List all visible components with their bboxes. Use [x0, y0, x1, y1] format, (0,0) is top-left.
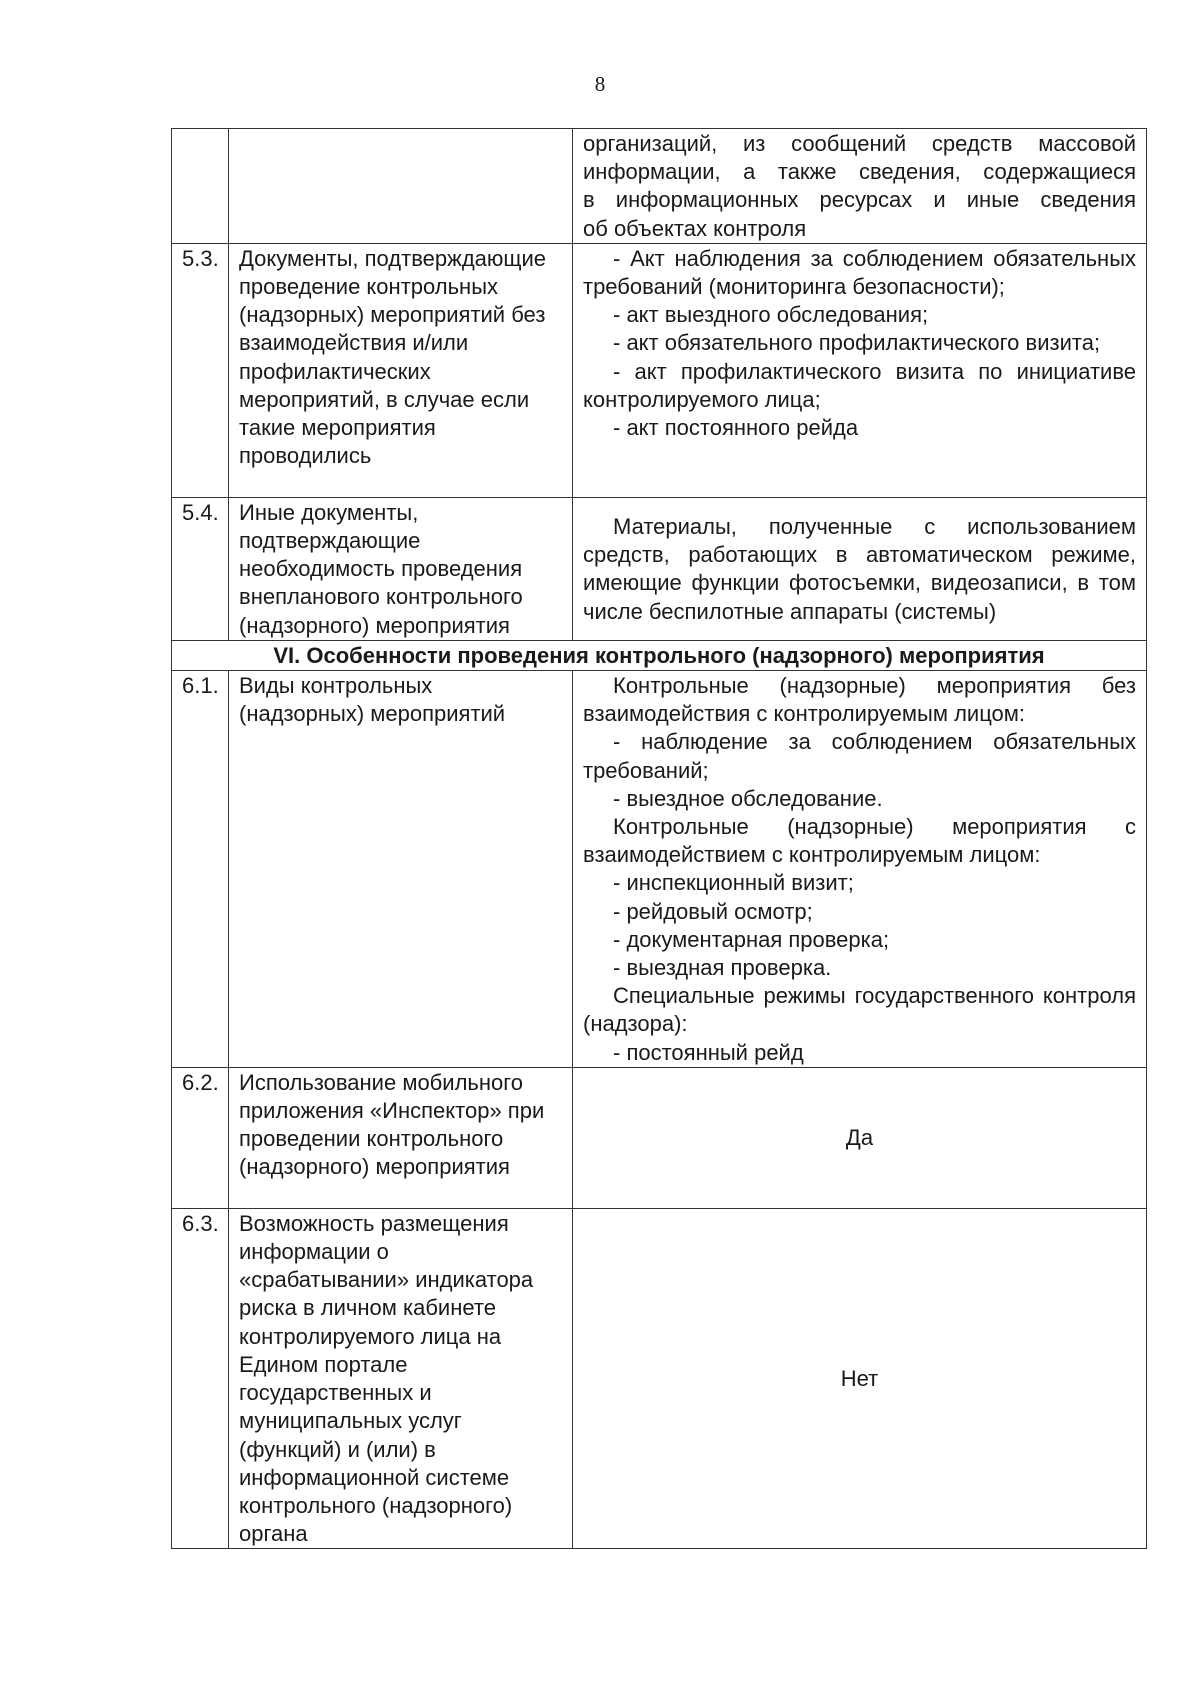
list-item: - выездная проверка. [613, 955, 832, 981]
row-number: 6.2. [172, 1067, 229, 1208]
row-name: Иные документы, подтверждающие необходимость проведения внепланового контрольного (надзорного) мероприятия [229, 497, 573, 640]
row-name: Возможность размещения информации о «срабатывании» индикатора риска в личном кабинете контролируемого лица на Едином портале государственных и муниципальных услуг (функций) и (или) в информационной системе контрольного (надзорного) органа [229, 1208, 573, 1548]
value-cell [573, 129, 1147, 244]
list-item: - постоянный рейд [613, 1039, 804, 1065]
row-value: Нет [573, 1208, 1147, 1548]
row-value [573, 671, 1147, 1068]
table-row-continuation [172, 129, 1147, 244]
regulation-table [171, 128, 1147, 1549]
row-name: Документы, подтверждающие проведение контрольных (надзорных) мероприятий без взаимодействия и/или профилактических мероприятий, в случае если такие мероприятия проводились [229, 243, 573, 497]
value-line: организаций, из сообщений средств массовой [583, 131, 1136, 156]
row-number: 5.3. [172, 243, 229, 497]
list-item: - акт постоянного рейда [613, 415, 859, 441]
table-row-6-3 [172, 1208, 1147, 1548]
list-item: - рейдовый осмотр; [613, 898, 813, 924]
table-row-5-4 [172, 497, 1147, 640]
row-value: Да [573, 1067, 1147, 1208]
name-cell [229, 129, 573, 244]
list-item: - наблюдение за соблюдением обязательных требований; [583, 729, 1136, 783]
row-value [573, 497, 1147, 640]
row-name: Виды контрольных (надзорных) мероприятий [229, 671, 573, 1068]
value-line: об объектах контроля [583, 215, 807, 241]
list-item: Контрольные (надзорные) мероприятия с взаимодействием с контролируемым лицом: [583, 814, 1136, 868]
section-header-row [172, 640, 1147, 670]
table-row-6-2 [172, 1067, 1147, 1208]
list-item: - акт обязательного профилактического визита; [613, 330, 1101, 356]
value-line: информации, а также сведения, содержащиеся [583, 159, 1136, 185]
list-item: Специальные режимы государственного контроля (надзора): [583, 983, 1136, 1037]
value-text: Материалы, полученные с использованием средств, работающих в автоматическом режиме, имеющие функции фотосъемки, видеозаписи, в том числе беспилотные аппараты (системы) [583, 513, 1136, 624]
row-name: Использование мобильного приложения «Инспектор» при проведении контрольного (надзорного) мероприятия [229, 1067, 573, 1208]
list-item: - Акт наблюдения за соблюдением обязательных требований (мониторинга безопасности); [583, 245, 1136, 300]
list-item: - документарная проверка; [613, 926, 890, 952]
list-item: Контрольные (надзорные) мероприятия без взаимодействия с контролируемым лицом: [583, 673, 1136, 727]
row-number: 6.1. [172, 671, 229, 1068]
table-row-6-1 [172, 671, 1147, 1068]
number-cell [172, 129, 229, 244]
page-number: 8 [594, 72, 606, 96]
list-item: - выездное обследование. [613, 785, 883, 811]
row-number: 6.3. [172, 1208, 229, 1548]
table-row-5-3 [172, 243, 1147, 497]
list-item: - акт профилактического визита по инициативе контролируемого лица; [583, 358, 1136, 412]
row-value [573, 243, 1147, 497]
list-item: - акт выездного обследования; [613, 302, 929, 328]
row-number: 5.4. [172, 497, 229, 640]
list-item: - инспекционный визит; [613, 870, 854, 896]
section-title: VI. Особенности проведения контрольного (надзорного) мероприятия [172, 640, 1147, 670]
value-line: в информационных ресурсах и иные сведения [583, 187, 1136, 213]
